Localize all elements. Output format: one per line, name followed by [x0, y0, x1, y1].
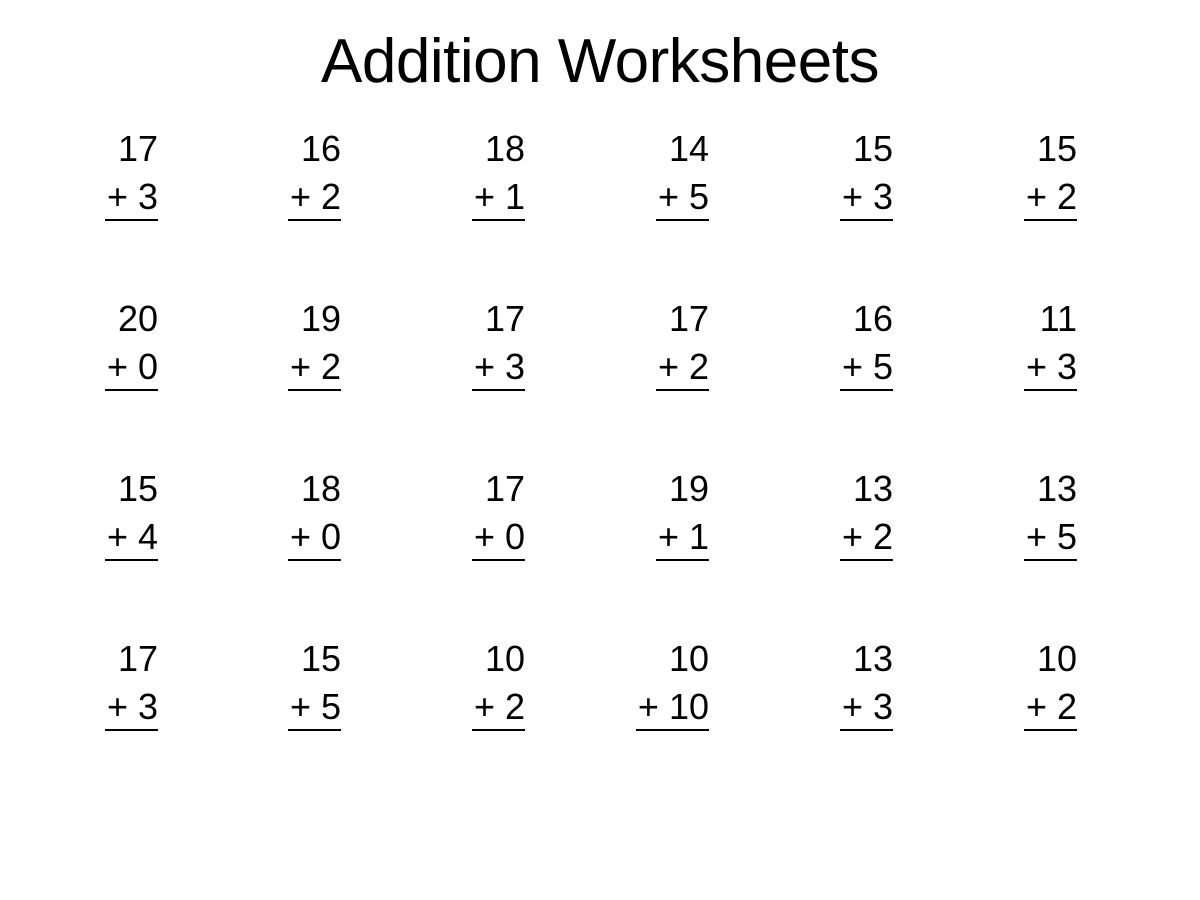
- addend-bottom: + 5: [1024, 515, 1077, 561]
- addend-top: 16: [852, 298, 893, 339]
- addition-problem: [957, 465, 1077, 561]
- addend-top: 13: [852, 638, 893, 679]
- addition-problem: [957, 635, 1077, 731]
- addend-bottom: + 3: [105, 685, 158, 731]
- addition-problem: [957, 125, 1077, 221]
- addend-top: 20: [117, 298, 158, 339]
- addend-top: 17: [117, 128, 158, 169]
- addition-problem: [405, 635, 525, 731]
- addend-bottom: + 0: [105, 345, 158, 391]
- addend-bottom: + 3: [840, 685, 893, 731]
- addend-bottom: + 2: [840, 515, 893, 561]
- addition-problem: [589, 125, 709, 221]
- addend-bottom: + 2: [472, 685, 525, 731]
- addition-problem: [773, 635, 893, 731]
- addend-top: 17: [117, 638, 158, 679]
- addend-top: 15: [852, 128, 893, 169]
- addition-problem: [589, 465, 709, 561]
- page-title: Addition Worksheets: [321, 27, 879, 96]
- addition-problem: [405, 295, 525, 391]
- addend-top: 16: [300, 128, 341, 169]
- addend-bottom: + 2: [656, 345, 709, 391]
- addend-bottom: + 2: [1024, 175, 1077, 221]
- addend-bottom: + 10: [636, 685, 709, 731]
- addition-problem: [38, 295, 158, 391]
- addend-top: 10: [1036, 638, 1077, 679]
- addition-problem: [589, 635, 709, 731]
- addend-bottom: + 3: [1024, 345, 1077, 391]
- addend-top: 19: [668, 468, 709, 509]
- addend-top: 17: [668, 298, 709, 339]
- addend-bottom: + 3: [105, 175, 158, 221]
- addend-bottom: + 3: [472, 345, 525, 391]
- addend-bottom: + 5: [656, 175, 709, 221]
- addend-top: 10: [668, 638, 709, 679]
- addition-problem: [221, 635, 341, 731]
- addend-bottom: + 3: [840, 175, 893, 221]
- addition-problem: [773, 295, 893, 391]
- addend-bottom: + 2: [1024, 685, 1077, 731]
- addend-bottom: + 4: [105, 515, 158, 561]
- addend-top: 15: [117, 468, 158, 509]
- addend-top: 13: [852, 468, 893, 509]
- addition-problem: [38, 465, 158, 561]
- addend-bottom: + 1: [656, 515, 709, 561]
- addition-problem: [221, 295, 341, 391]
- addend-top: 18: [300, 468, 341, 509]
- addition-problem: [221, 465, 341, 561]
- addition-problem: [957, 295, 1077, 391]
- addend-bottom: + 2: [288, 345, 341, 391]
- addend-top: 15: [300, 638, 341, 679]
- addend-top: 17: [484, 298, 525, 339]
- addition-problem: [38, 635, 158, 731]
- addend-top: 19: [300, 298, 341, 339]
- addend-bottom: + 5: [288, 685, 341, 731]
- addition-problem: [405, 125, 525, 221]
- addend-bottom: + 2: [288, 175, 341, 221]
- addend-bottom: + 1: [472, 175, 525, 221]
- addition-problem: [38, 125, 158, 221]
- addend-top: 11: [1039, 298, 1077, 339]
- addend-top: 13: [1036, 468, 1077, 509]
- addition-problem: [221, 125, 341, 221]
- addend-bottom: + 0: [472, 515, 525, 561]
- addend-top: 14: [668, 128, 709, 169]
- addition-problem: [773, 125, 893, 221]
- addition-problem: [589, 295, 709, 391]
- addend-top: 18: [484, 128, 525, 169]
- addend-bottom: + 5: [840, 345, 893, 391]
- addend-top: 15: [1036, 128, 1077, 169]
- addition-problem: [405, 465, 525, 561]
- addend-bottom: + 0: [288, 515, 341, 561]
- addend-top: 10: [484, 638, 525, 679]
- addition-problem: [773, 465, 893, 561]
- addend-top: 17: [484, 468, 525, 509]
